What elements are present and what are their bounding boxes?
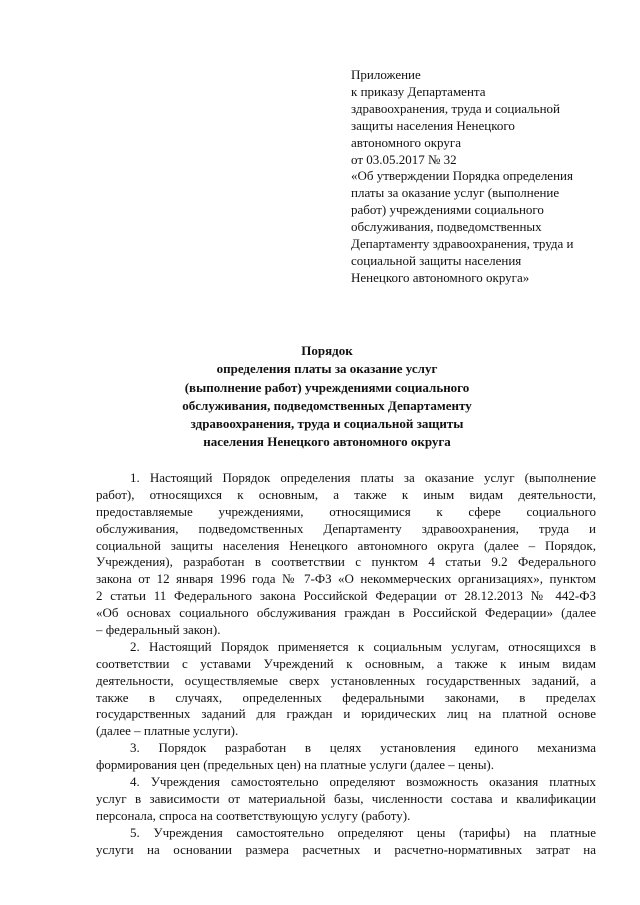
paragraph-line: обслуживания, подведомственных Департаменту здравоохранения, труда и [96, 520, 596, 536]
paragraph-3 [96, 740, 596, 774]
title-line: населения Ненецкого автономного округа [203, 434, 451, 450]
paragraph-5 [96, 825, 596, 859]
appendix-line: обслуживания, подведомственных [351, 219, 542, 235]
paragraph-line: также в случаях, определенных федеральными законами, в пределах [96, 689, 596, 705]
paragraph-line: 5. Учреждения самостоятельно определяют цены (тарифы) на платные [130, 824, 596, 840]
paragraph-line: «Об основах социального обслуживания граждан в Российской Федерации» (далее [96, 605, 596, 621]
appendix-line: Департаменту здравоохранения, труда и [351, 236, 574, 252]
appendix-line: работ) учреждениями социального [351, 202, 544, 218]
paragraph-line: 3. Порядок разработан в целях установления единого механизма [130, 740, 596, 756]
appendix-line: защиты населения Ненецкого [351, 117, 515, 133]
paragraph-line: деятельности, осуществляемые сверх установленных государственных заданий, а [96, 672, 596, 688]
paragraph-line: государственных заданий для граждан и юридических лиц на платной основе [96, 706, 596, 722]
title-line: обслуживания, подведомственных Департаменту [182, 397, 472, 413]
paragraph-line: работ), относящихся к основным, а также к иным видам деятельности, [96, 486, 596, 502]
appendix-line: социальной защиты населения [351, 252, 522, 268]
paragraph-line: социальной защиты населения Ненецкого автономного округа (далее – Порядок, [96, 537, 596, 553]
paragraph-line: закона от 12 января 1996 года № 7-ФЗ «О некоммерческих организациях», пунктом [96, 571, 596, 587]
paragraph-4 [96, 774, 596, 825]
paragraph-line: предоставляемые учреждениями, относящимися к сфере социального [96, 503, 596, 519]
paragraph-line: Учреждения), разработан в соответствии с пунктом 4 статьи 9.2 Федерального [96, 554, 596, 570]
appendix-line: автономного округа [351, 134, 461, 150]
paragraph-line: формирования цен (предельных цен) на платные услуги (далее – цены). [96, 757, 495, 773]
document-title [120, 342, 534, 452]
paragraph-line: услуг в зависимости от материальной базы, численности состава и квалификации [96, 790, 596, 806]
paragraph-line: 4. Учреждения самостоятельно определяют возможность оказания платных [130, 774, 596, 790]
paragraph-line: (далее – платные услуги). [96, 723, 239, 739]
paragraph-line: 1. Настоящий Порядок определения платы за оказание услуг (выполнение [130, 470, 596, 485]
appendix-line: Приложение [351, 67, 421, 82]
paragraph-line: 2. Настоящий Порядок применяется к социальным услугам, относящихся в [130, 638, 596, 654]
paragraph-line: 2 статьи 11 Федерального закона Российской Федерации от 28.12.2013 № 442-ФЗ [96, 588, 596, 604]
appendix-line: платы за оказание услуг (выполнение [351, 185, 560, 201]
appendix-line: от 03.05.2017 № 32 [351, 151, 457, 167]
paragraph-line: услуги на основании размера расчетных и расчетно-нормативных затрат на [96, 841, 596, 857]
appendix-line: к приказу Департамента [351, 83, 486, 99]
appendix-line: «Об утверждении Порядка определения [351, 168, 573, 184]
title-line: (выполнение работ) учреждениями социального [184, 379, 470, 395]
paragraph-line: соответствии с уставами Учреждений к основным, а также к иным видам [96, 655, 596, 671]
paragraph-line: персонала, спроса на соответствующую услугу (работу). [96, 807, 411, 823]
appendix-line: здравоохранения, труда и социальной [351, 100, 560, 116]
document-body [96, 470, 596, 858]
appendix-header [351, 67, 611, 287]
paragraph-1 [96, 470, 596, 639]
title-line: определения платы за оказание услуг [216, 361, 438, 377]
title-line: Порядок [301, 343, 353, 358]
title-line: здравоохранения, труда и социальной защиты [190, 416, 464, 432]
paragraph-2 [96, 639, 596, 740]
appendix-line: Ненецкого автономного округа» [351, 269, 530, 285]
paragraph-line: – федеральный закон). [96, 622, 221, 638]
